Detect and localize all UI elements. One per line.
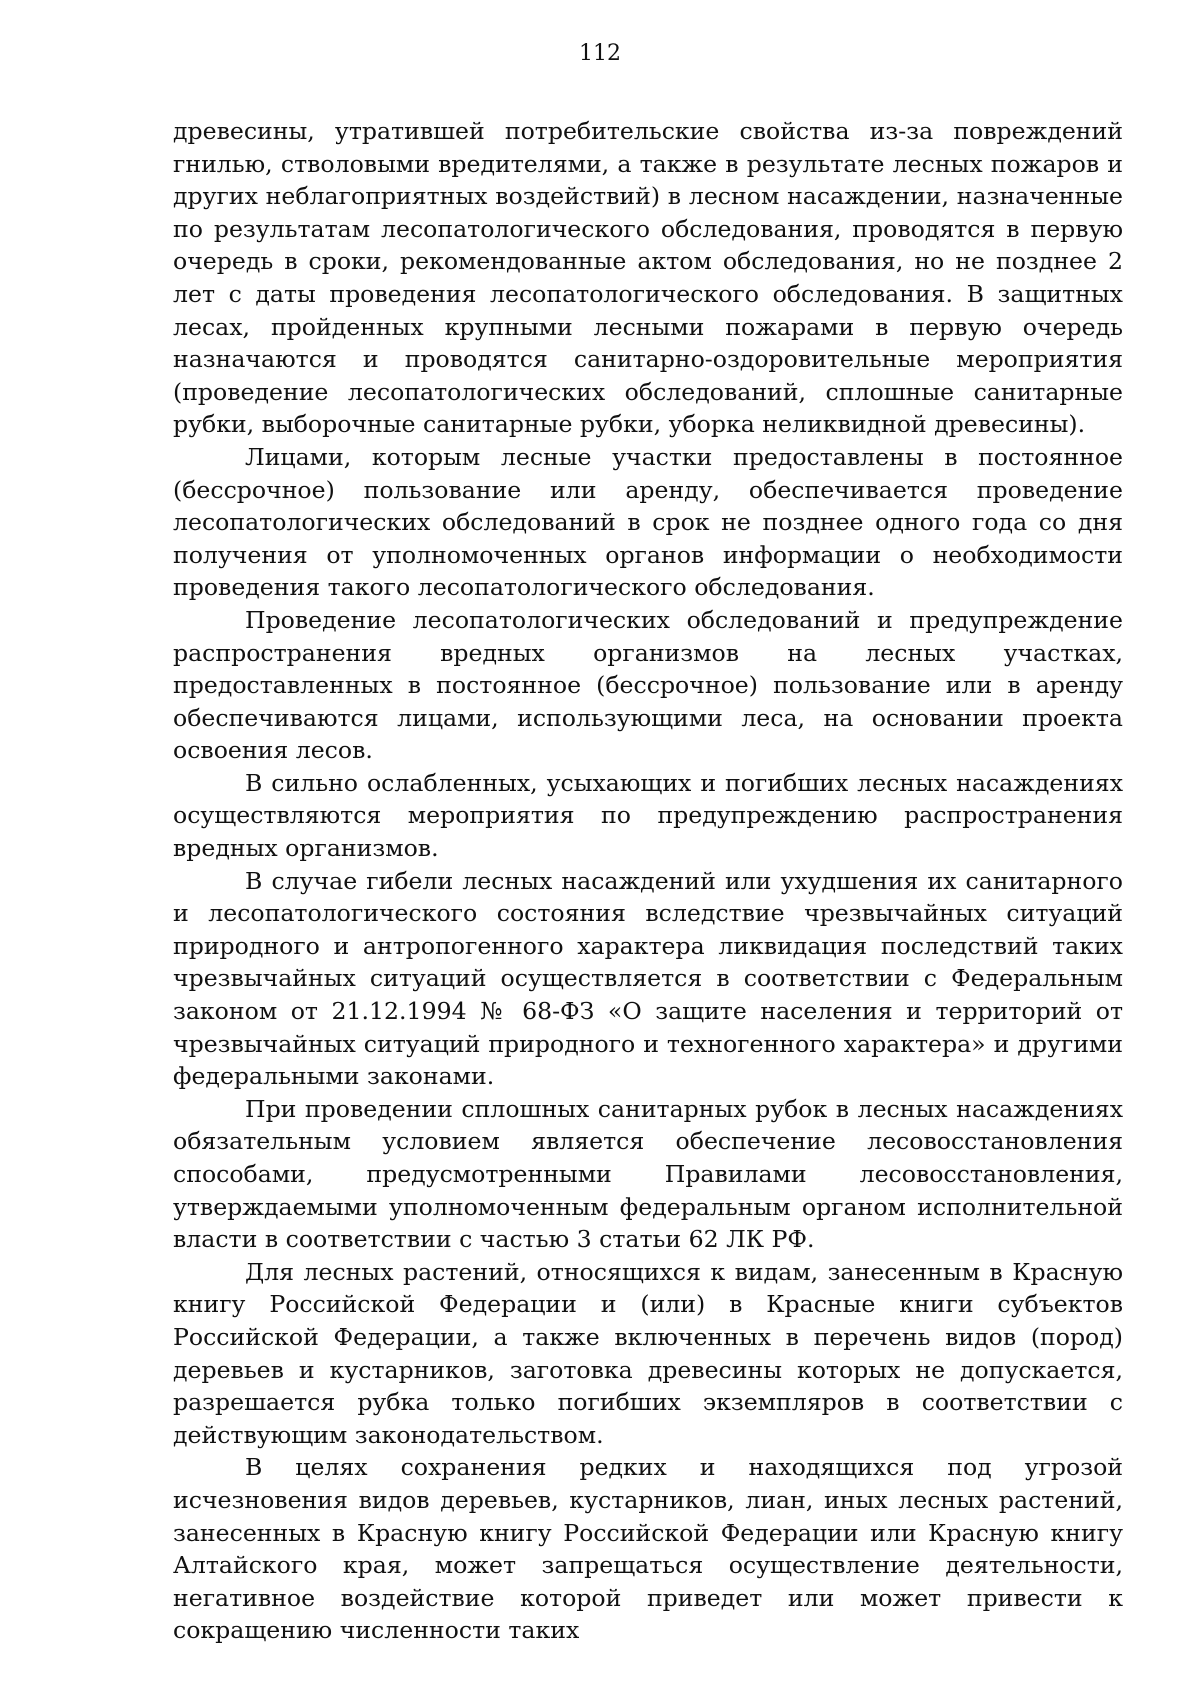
paragraph: В целях сохранения редких и находящихся под угрозой исчезновения видов деревьев, кустарников, лиан, иных лесных растений, занесенных в Красную книгу Российской Федерации или Красную книгу Алтайского края, может запрещаться осуществление деятельности, негативное воздействие которой приведет или может привести к сокращению численности таких <box>173 1453 1123 1645</box>
paragraph: Проведение лесопатологических обследований и предупреждение распространения вредных организмов на лесных участках, предоставленных в постоянное (бессрочное) пользование или в аренду обеспечиваются лицами, использующими леса, на основании проекта освоения лесов. <box>173 605 1123 765</box>
paragraph: В сильно ослабленных, усыхающих и погибших лесных насаждениях осуществляются мероприятия по предупреждению распространения вредных организмов. <box>173 768 1123 863</box>
paragraph: Для лесных растений, относящихся к видам, занесенным в Красную книгу Российской Федерации и (или) в Красные книги субъектов Российской Федерации, а также включенных в перечень видов (пород) деревьев и кустарников, заготовка древесины которых не допускается, разрешается рубка только погибших экземпляров в соответствии с действующим законодательством. <box>173 1257 1123 1449</box>
paragraph: древесины, утратившей потребительские свойства из-за повреждений гнилью, стволовыми вредителями, а также в результате лесных пожаров и других неблагоприятных воздействий) в лесном насаждении, назначенные по результатам лесопатологического обследования, проводятся в первую очередь в сроки, рекомендованные актом обследования, но не позднее 2 лет с даты проведения лесопатологического обследования. В защитных лесах, пройденных крупными лесными пожарами в первую очередь назначаются и проводятся санитарно-оздоровительные мероприятия (проведение лесопатологических обследований, сплошные санитарные рубки, выборочные санитарные рубки, уборка неликвидной древесины). <box>173 117 1123 439</box>
paragraph: При проведении сплошных санитарных рубок в лесных насаждениях обязательным условием является обеспечение лесовосстановления способами, предусмотренными Правилами лесовосстановления, утверждаемыми уполномоченным федеральным органом исполнительной власти в соответствии с частью 3 статьи 62 ЛК РФ. <box>173 1094 1123 1254</box>
page-number: 112 <box>579 41 621 66</box>
paragraph: В случае гибели лесных насаждений или ухудшения их санитарного и лесопатологического состояния вследствие чрезвычайных ситуаций природного и антропогенного характера ликвидация последствий таких чрезвычайных ситуаций осуществляется в соответствии с Федеральным законом от 21.12.1994 № 68-ФЗ «О защите населения и территорий от чрезвычайных ситуаций природного и техногенного характера» и другими федеральными законами. <box>173 866 1123 1091</box>
paragraph: Лицами, которым лесные участки предоставлены в постоянное (бессрочное) пользование или аренду, обеспечивается проведение лесопатологических обследований в срок не позднее одного года со дня получения от уполномоченных органов информации о необходимости проведения такого лесопатологического обследования. <box>173 442 1123 602</box>
document-body <box>173 115 1123 1647</box>
